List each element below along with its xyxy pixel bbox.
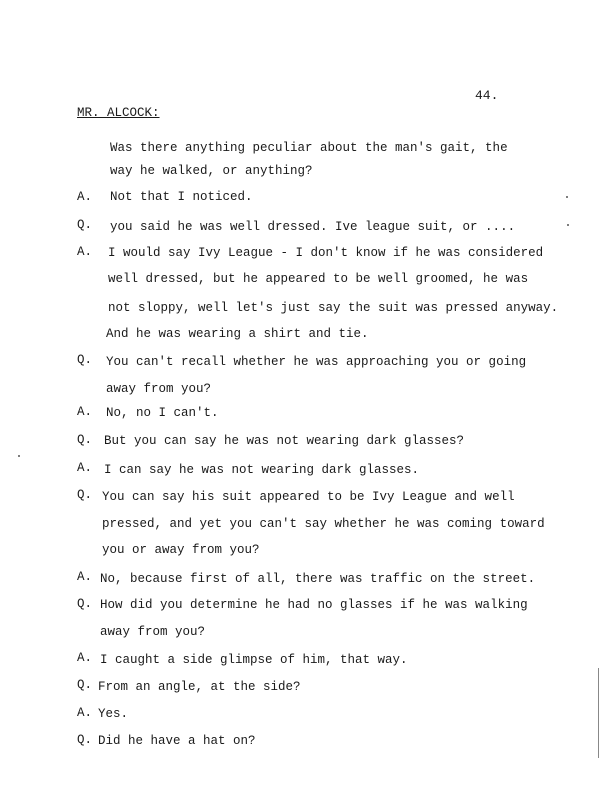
transcript-line: away from you?: [106, 382, 212, 396]
speaker-label: Q.: [77, 218, 93, 232]
page-number: 44.: [475, 88, 499, 103]
transcript-line: And he was wearing a shirt and tie.: [106, 327, 369, 341]
transcript-line: From an angle, at the side?: [98, 680, 301, 694]
transcript-line: I caught a side glimpse of him, that way.: [100, 653, 408, 667]
transcript-line: No, no I can't.: [106, 406, 219, 420]
transcript-line: pressed, and yet you can't say whether he was coming toward: [102, 517, 545, 531]
speaker-label: Q.: [77, 597, 93, 611]
transcript-line: you said he was well dressed. Ive league suit, or ....: [110, 220, 516, 234]
speaker-label: Q.: [77, 678, 93, 692]
speaker-label: A.: [77, 651, 93, 665]
speaker-label: A.: [77, 245, 93, 259]
transcript-line: Not that I noticed.: [110, 190, 253, 204]
transcript-line: you or away from you?: [102, 543, 260, 557]
scan-speck: [566, 196, 568, 198]
speaker-label: Q.: [77, 353, 93, 367]
transcript-line: way he walked, or anything?: [110, 164, 313, 178]
speaker-heading: MR. ALCOCK:: [77, 106, 160, 120]
speaker-label: A.: [77, 405, 93, 419]
transcript-line: Was there anything peculiar about the man's gait, the: [110, 141, 508, 155]
scan-speck: [567, 224, 569, 226]
speaker-label: A.: [77, 190, 93, 204]
speaker-label: Q.: [77, 733, 93, 747]
transcript-line: well dressed, but he appeared to be well groomed, he was: [108, 272, 529, 286]
speaker-label: A.: [77, 570, 93, 584]
transcript-line: I would say Ivy League - I don't know if he was considered: [108, 246, 544, 260]
transcript-line: But you can say he was not wearing dark glasses?: [104, 434, 465, 448]
transcript-line: No, because first of all, there was traffic on the street.: [100, 572, 536, 586]
transcript-line: You can't recall whether he was approaching you or going: [106, 355, 527, 369]
speaker-label: Q.: [77, 433, 93, 447]
scan-edge-mark: [598, 668, 599, 758]
transcript-line: Yes.: [98, 707, 129, 721]
speaker-label: Q.: [77, 488, 93, 502]
transcript-line: away from you?: [100, 625, 206, 639]
transcript-line: How did you determine he had no glasses if he was walking: [100, 598, 528, 612]
transcript-line: Did he have a hat on?: [98, 734, 256, 748]
speaker-label: A.: [77, 706, 93, 720]
scan-speck: [18, 455, 20, 457]
speaker-label: A.: [77, 461, 93, 475]
transcript-line: not sloppy, well let's just say the suit was pressed anyway.: [108, 301, 559, 315]
transcript-line: I can say he was not wearing dark glasses.: [104, 463, 420, 477]
transcript-line: You can say his suit appeared to be Ivy League and well: [102, 490, 515, 504]
